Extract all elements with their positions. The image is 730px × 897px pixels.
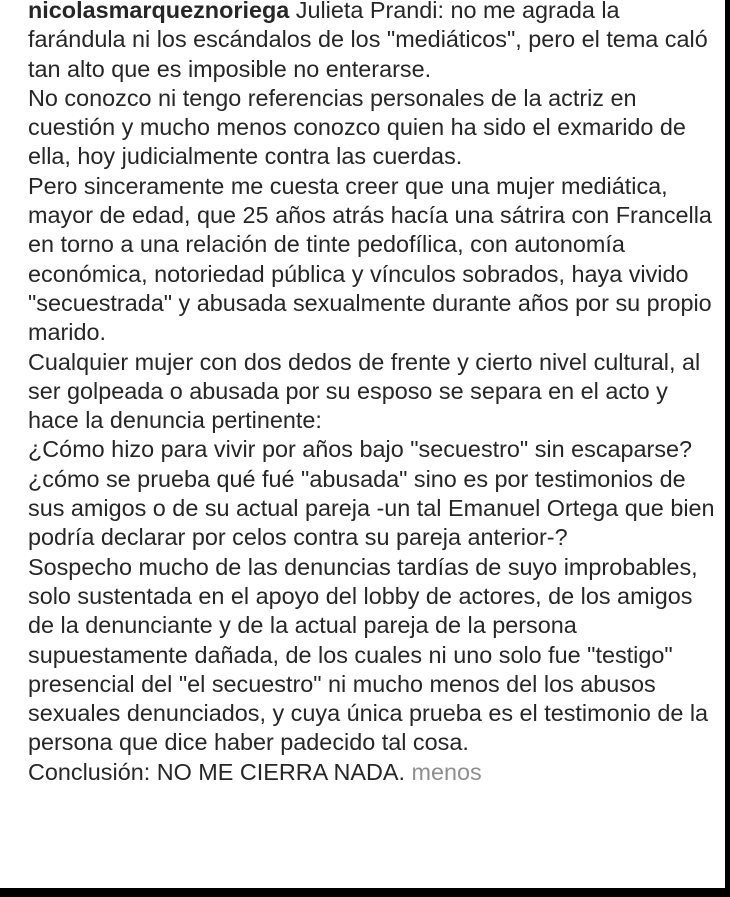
comment-username[interactable]: nicolasmarqueznoriega [28,0,290,23]
screen-edge-bottom [0,888,730,897]
conclusion-text: Conclusión: NO ME CIERRA NADA. [28,758,405,785]
comment-paragraph [28,0,718,84]
screen-edge-right [725,0,730,897]
comment-paragraph: Cualquier mujer con dos dedos de frente y cierto nivel cultural, al ser golpeada o abusada por su esposo se separa en el acto y hace la denuncia pertinente: [28,348,701,434]
comment-paragraph: ¿Cómo hizo para vivir por años bajo "secuestro" sin escaparse? ¿cómo se prueba qué fué "abusada" sino es por testimonios de sus amigos o de su actual pareja -un tal Emanuel Ortega que bien podría declarar por celos contra su pareja anterior-? [28,436,715,551]
comment-text [28,0,718,787]
comment-paragraph: Pero sinceramente me cuesta creer que una mujer mediática, mayor de edad, que 25 años atrás hacía una sátrira con Francella en torno a una relación de tinte pedofílica, con autonomía económica, notoriedad pública y vínculos sobrados, haya vivido "secuestrada" y abusada sexualmente durante años por su propio marido. [28,172,712,346]
comment-paragraph: Sospecho mucho de las denuncias tardías de suyo improbables, solo sustentada en el apoyo del lobby de actores, de los amigos de la denunciante y de la actual pareja de la persona supuestamente dañada, de los cuales ni uno solo fue "testigo" presencial del "el secuestro" ni mucho menos del los abusos sexuales denunciados, y cuya única prueba es el testimonio de la persona que dice haber padecido tal cosa. [28,553,709,756]
show-less-link[interactable]: menos [411,758,482,785]
comment-conclusion [28,758,718,787]
comment-paragraph: No conozco ni tengo referencias personales de la actriz en cuestión y mucho menos conozco quien ha sido el exmarido de ella, hoy judicialmente contra las cuerdas. [28,84,686,170]
comment-paragraph-text: Julieta Prandi: no me agrada la farándula ni los escándalos de los "mediáticos", pero el tema caló tan alto que es imposible no enterarse. [28,0,708,82]
